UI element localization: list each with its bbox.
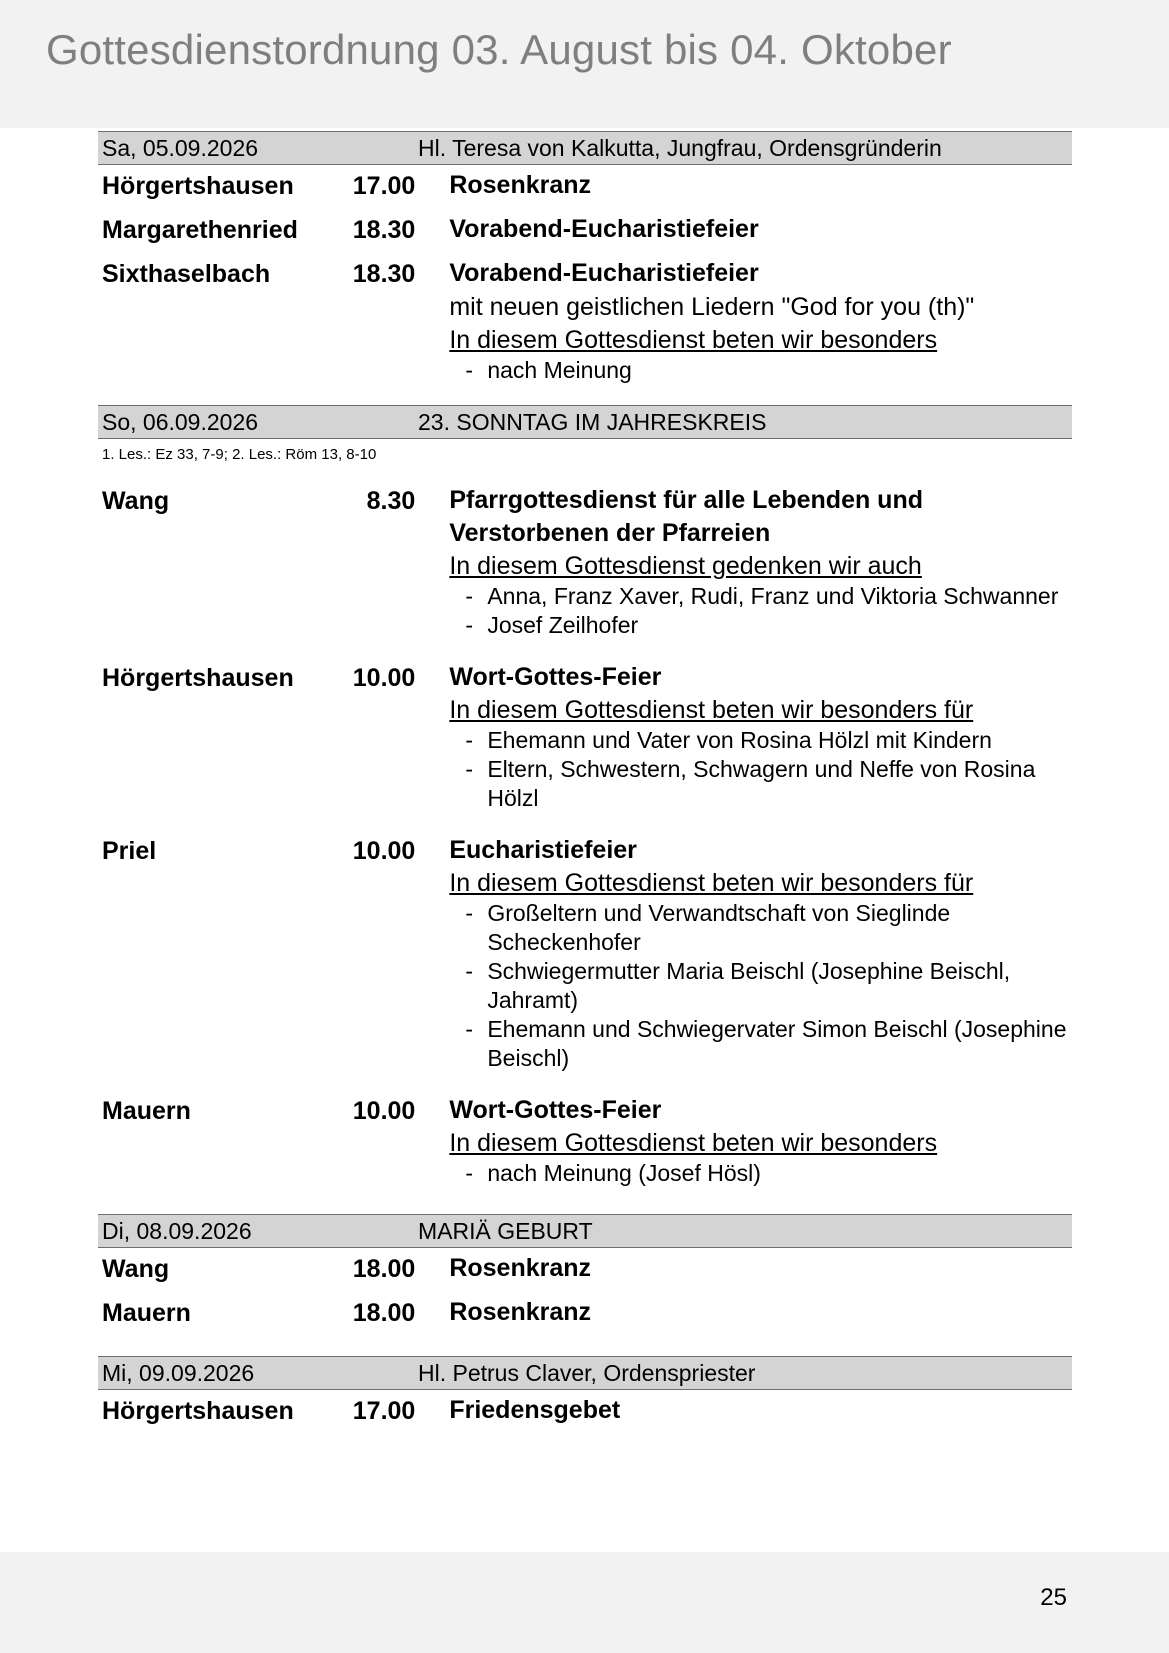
service-location: Hörgertshausen bbox=[102, 664, 294, 692]
intention-item: - Anna, Franz Xaver, Rudi, Franz und Viktoria Schwanner bbox=[465, 582, 1072, 611]
intention-list bbox=[449, 356, 1072, 385]
intention-heading: In diesem Gottesdienst beten wir besonders für bbox=[449, 869, 974, 897]
page-footer bbox=[0, 1552, 1169, 1653]
day-date: So, 06.09.2026 bbox=[102, 408, 259, 435]
scripture-readings: 1. Les.: Ez 33, 7-9; 2. Les.: Röm 13, 8-10 bbox=[102, 446, 377, 463]
service-time: 18.30 bbox=[352, 260, 416, 288]
service-entry bbox=[98, 213, 1072, 247]
service-title: Vorabend-Eucharistiefeier bbox=[449, 259, 759, 287]
day-date: Di, 08.09.2026 bbox=[102, 1217, 252, 1244]
service-time: 18.30 bbox=[352, 216, 416, 244]
intention-heading: In diesem Gottesdienst gedenken wir auch bbox=[449, 552, 922, 580]
intention-list bbox=[449, 726, 1072, 813]
page-title: Gottesdienstordnung 03. August bis 04. Oktober bbox=[46, 26, 952, 73]
day-feast: 23. SONNTAG IM JAHRESKREIS bbox=[418, 408, 767, 435]
day-header bbox=[98, 1356, 1072, 1390]
intention-list bbox=[449, 582, 1072, 640]
service-location: Wang bbox=[102, 1255, 170, 1283]
day-feast: MARIÄ GEBURT bbox=[418, 1217, 593, 1244]
service-entry bbox=[98, 1394, 1072, 1428]
day-feast: Hl. Petrus Claver, Ordenspriester bbox=[418, 1359, 756, 1386]
service-note: mit neuen geistlichen Liedern "God for you (th)" bbox=[449, 293, 975, 321]
service-entry bbox=[98, 169, 1072, 203]
day-header bbox=[98, 131, 1072, 165]
service-entry bbox=[98, 1296, 1072, 1330]
schedule bbox=[98, 131, 1072, 1428]
intention-item: - nach Meinung (Josef Hösl) bbox=[465, 1159, 1072, 1188]
service-time: 10.00 bbox=[352, 664, 416, 692]
service-location: Mauern bbox=[102, 1299, 191, 1327]
intention-item: - Schwiegermutter Maria Beischl (Josephine Beischl, Jahramt) bbox=[465, 957, 1072, 1015]
intention-item: - Großeltern und Verwandtschaft von Sieglinde Scheckenhofer bbox=[465, 899, 1072, 957]
service-title: Rosenkranz bbox=[449, 1254, 592, 1282]
service-location: Wang bbox=[102, 487, 170, 515]
service-time: 17.00 bbox=[352, 172, 416, 200]
page-header bbox=[0, 0, 1169, 128]
page-number: 25 bbox=[1040, 1584, 1067, 1611]
service-entry bbox=[98, 257, 1072, 385]
service-title: Wort-Gottes-Feier bbox=[449, 1096, 662, 1124]
day-date: Mi, 09.09.2026 bbox=[102, 1359, 255, 1386]
service-location: Sixthaselbach bbox=[102, 260, 271, 288]
service-entry bbox=[98, 484, 1072, 640]
service-location: Priel bbox=[102, 837, 157, 865]
intention-item: - Eltern, Schwestern, Schwagern und Neffe von Rosina Hölzl bbox=[465, 755, 1072, 813]
day-feast: Hl. Teresa von Kalkutta, Jungfrau, Ordensgründerin bbox=[418, 134, 942, 161]
service-location: Hörgertshausen bbox=[102, 1397, 294, 1425]
intention-item: - Ehemann und Schwiegervater Simon Beischl (Josephine Beischl) bbox=[465, 1015, 1072, 1073]
day-header bbox=[98, 1214, 1072, 1248]
service-title: Eucharistiefeier bbox=[449, 836, 637, 864]
service-title: Rosenkranz bbox=[449, 1298, 592, 1326]
intention-heading: In diesem Gottesdienst beten wir besonders für bbox=[449, 696, 974, 724]
intention-item: - Josef Zeilhofer bbox=[465, 611, 1072, 640]
service-entry bbox=[98, 834, 1072, 1073]
intention-item: - Ehemann und Vater von Rosina Hölzl mit Kindern bbox=[465, 726, 1072, 755]
intention-list bbox=[449, 899, 1072, 1073]
service-time: 10.00 bbox=[352, 837, 416, 865]
service-time: 18.00 bbox=[352, 1255, 416, 1283]
intention-item: - nach Meinung bbox=[465, 356, 1072, 385]
intention-list bbox=[449, 1159, 1072, 1188]
service-title: Pfarrgottesdienst für alle Lebenden und Verstorbenen der Pfarreien bbox=[449, 486, 923, 547]
service-time: 17.00 bbox=[352, 1397, 416, 1425]
day-header bbox=[98, 405, 1072, 439]
service-time: 18.00 bbox=[352, 1299, 416, 1327]
service-location: Margarethenried bbox=[102, 216, 298, 244]
service-time: 10.00 bbox=[352, 1097, 416, 1125]
service-location: Hörgertshausen bbox=[102, 172, 294, 200]
intention-heading: In diesem Gottesdienst beten wir besonders bbox=[449, 326, 938, 354]
intention-heading: In diesem Gottesdienst beten wir besonders bbox=[449, 1129, 938, 1157]
service-title: Friedensgebet bbox=[449, 1396, 621, 1424]
service-title: Vorabend-Eucharistiefeier bbox=[449, 215, 759, 243]
service-location: Mauern bbox=[102, 1097, 191, 1125]
service-entry bbox=[98, 1252, 1072, 1286]
service-entry bbox=[98, 661, 1072, 813]
service-title: Rosenkranz bbox=[449, 171, 592, 199]
service-title: Wort-Gottes-Feier bbox=[449, 663, 662, 691]
day-date: Sa, 05.09.2026 bbox=[102, 134, 259, 161]
service-entry bbox=[98, 1094, 1072, 1188]
service-time: 8.30 bbox=[366, 487, 416, 515]
